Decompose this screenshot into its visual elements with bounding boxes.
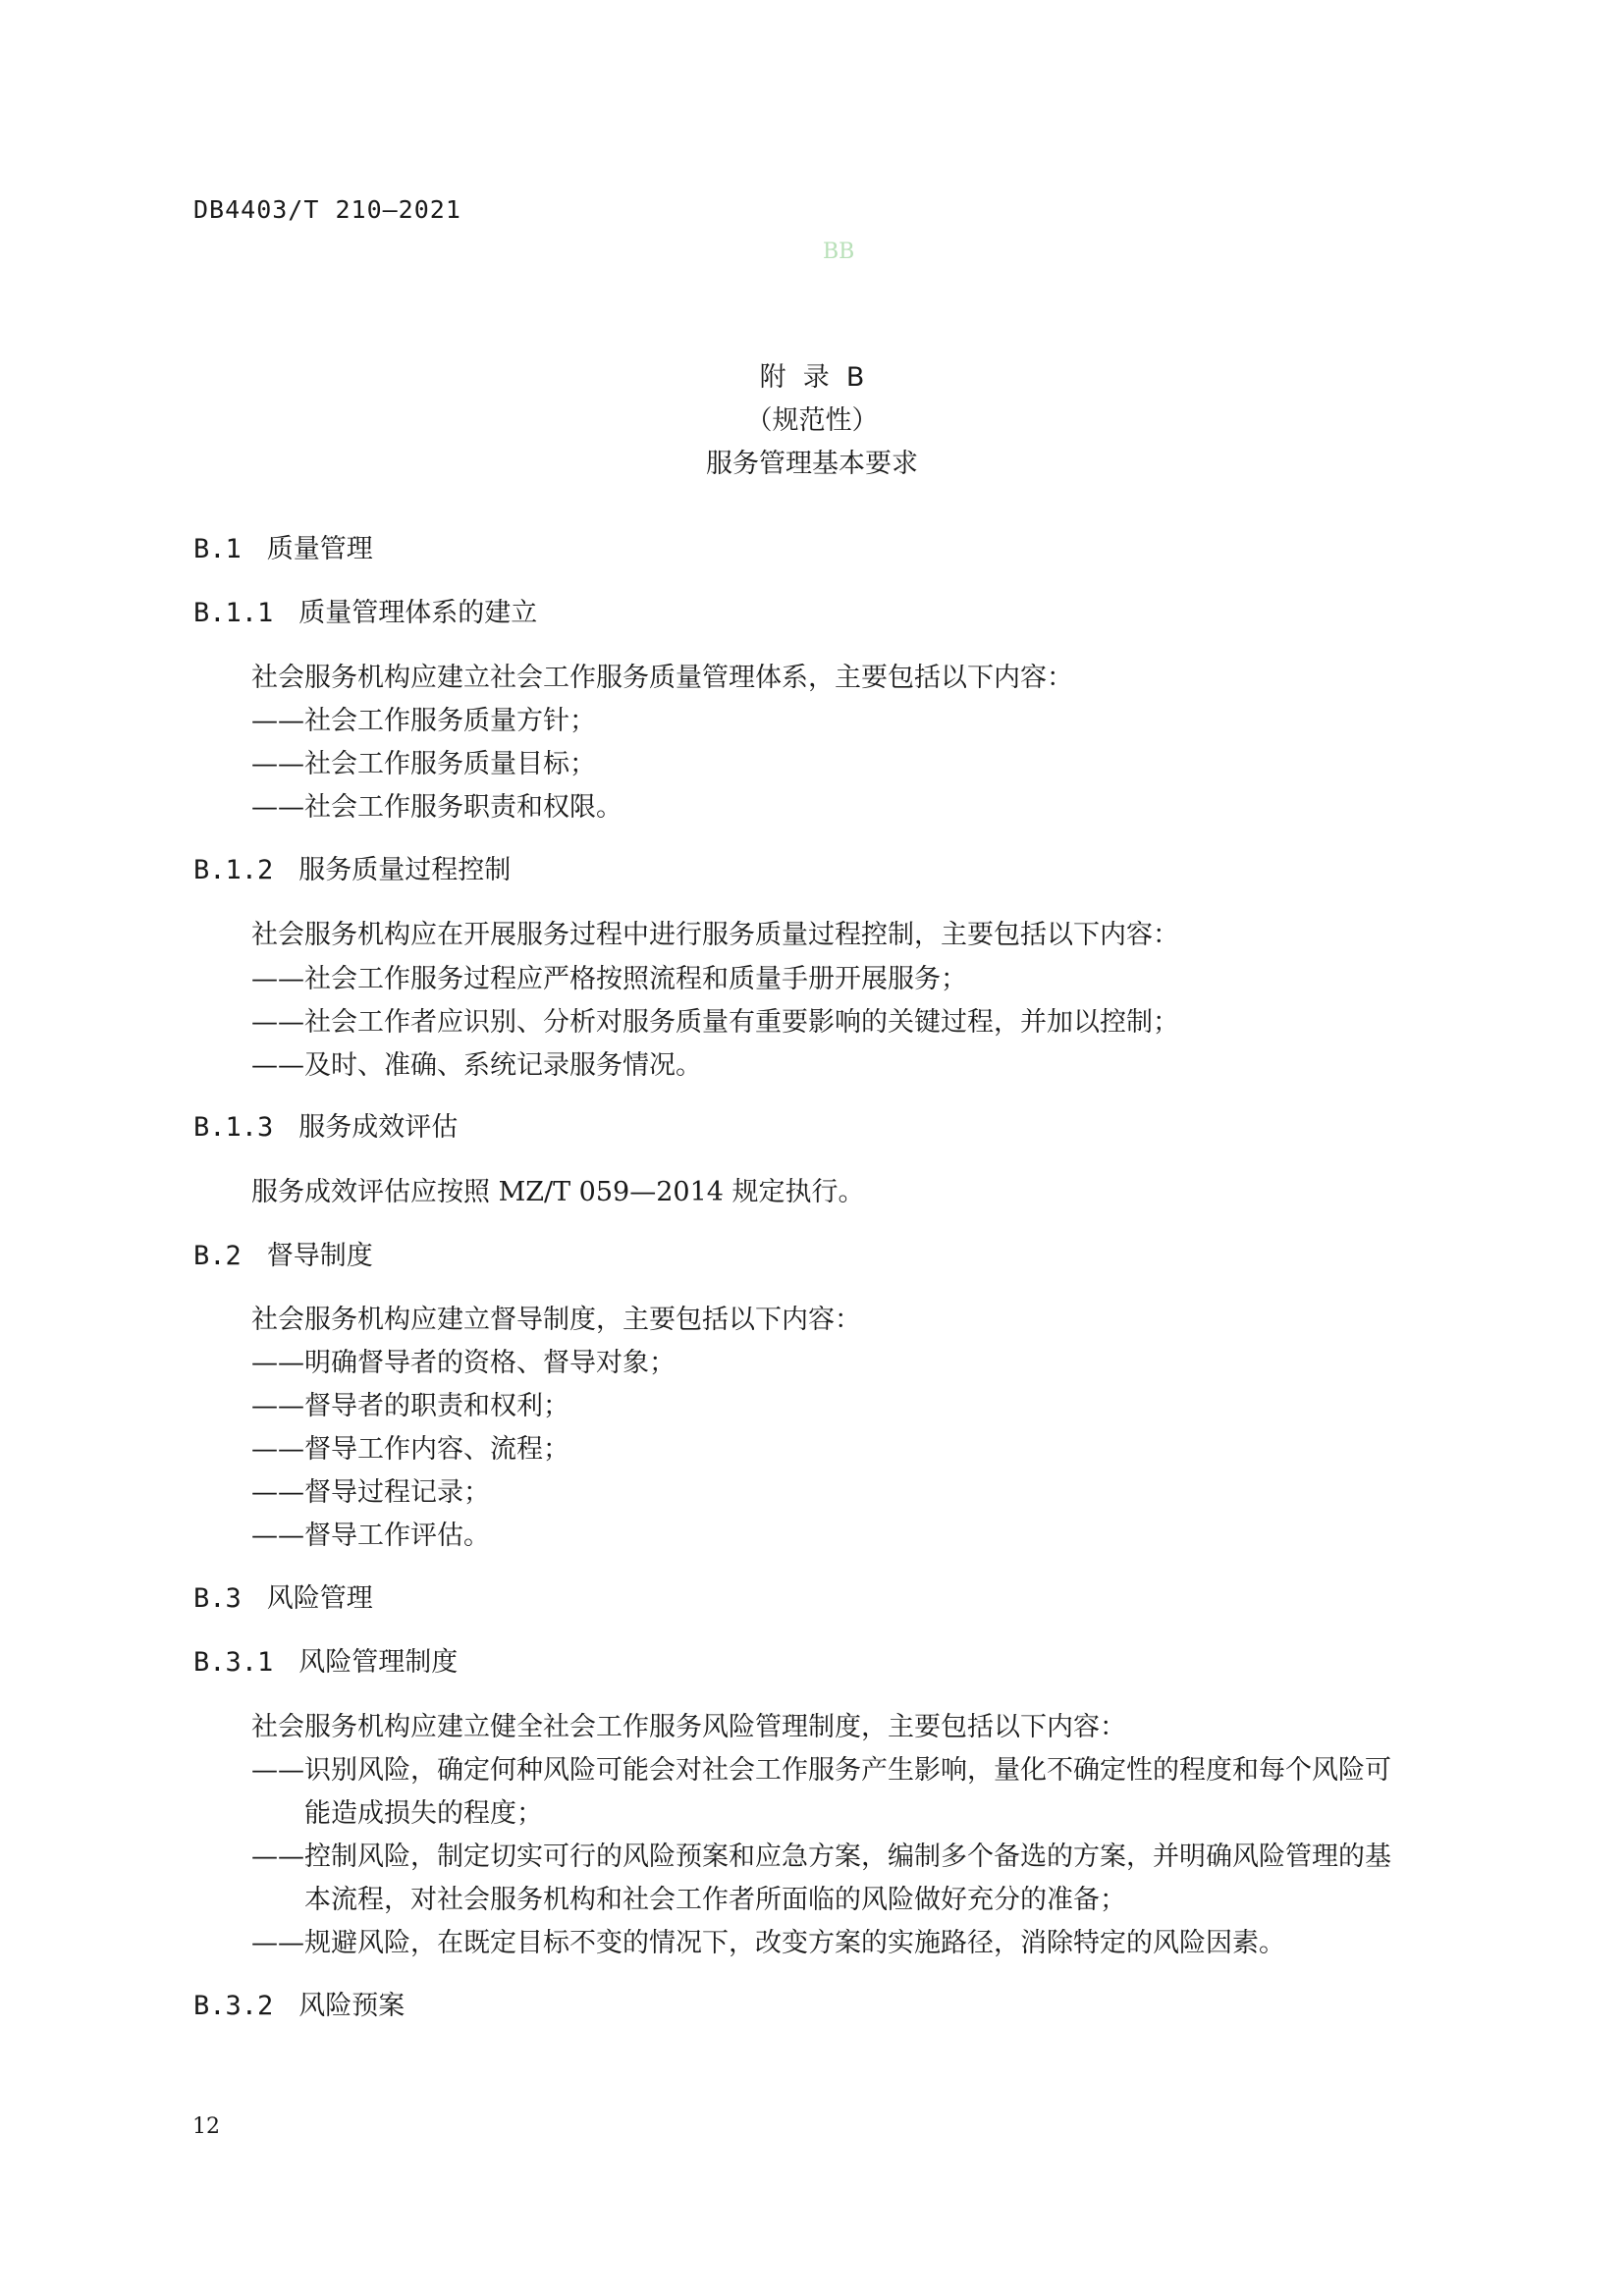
- list-item: ——督导者的职责和权利；: [251, 1391, 569, 1421]
- section-b31-heading: [193, 1640, 458, 1679]
- list-item: ——明确督导者的资格、督导对象；: [251, 1348, 676, 1378]
- section-number: B.3.2: [193, 1991, 274, 2021]
- list-item: ——识别风险，确定何种风险可能会对社会工作服务产生影响，量化不确定性的程度和每个风险可: [251, 1755, 1391, 1786]
- section-number: B.1.3: [193, 1112, 274, 1143]
- list-item: ——社会工作服务质量目标；: [251, 749, 596, 779]
- section-title: 质量管理: [266, 534, 373, 564]
- list-item: ——社会工作服务质量方针；: [251, 706, 596, 736]
- list-item: ——社会工作服务过程应严格按照流程和质量手册开展服务；: [251, 964, 967, 994]
- appendix-label: 附 录 B: [759, 362, 865, 393]
- section-number: B.2: [193, 1241, 242, 1271]
- section-title: 风险管理制度: [298, 1647, 459, 1678]
- paragraph: 服务成效评估应按照 MZ/T 059—2014 规定执行。: [251, 1177, 865, 1207]
- section-b1-heading: [193, 527, 373, 565]
- list-item: ——控制风险，制定切实可行的风险预案和应急方案，编制多个备选的方案，并明确风险管理的基: [251, 1842, 1391, 1872]
- section-b13-heading: [193, 1105, 458, 1144]
- section-b2-heading: [193, 1234, 373, 1272]
- list-item: ——督导工作评估。: [251, 1521, 490, 1551]
- watermark-logo: BB: [823, 240, 855, 264]
- list-item-continuation: 能造成损失的程度；: [304, 1798, 543, 1829]
- appendix-title: 服务管理基本要求: [706, 449, 918, 479]
- section-b3-heading: [193, 1576, 373, 1615]
- section-title: 风险管理: [266, 1583, 373, 1614]
- list-item: ——社会工作服务职责和权限。: [251, 792, 623, 823]
- section-b11-heading: [193, 591, 537, 629]
- section-title: 服务质量过程控制: [298, 855, 512, 885]
- section-number: B.1.1: [193, 598, 274, 628]
- section-number: B.3.1: [193, 1647, 274, 1678]
- list-item: ——督导工作内容、流程；: [251, 1434, 569, 1465]
- section-title: 服务成效评估: [298, 1112, 459, 1143]
- document-code: DB4403/T 210—2021: [193, 195, 461, 224]
- section-b12-heading: [193, 848, 511, 886]
- list-item: ——社会工作者应识别、分析对服务质量有重要影响的关键过程，并加以控制；: [251, 1007, 1179, 1038]
- list-item: ——及时、准确、系统记录服务情况。: [251, 1050, 702, 1081]
- section-b32-heading: [193, 1984, 405, 2022]
- appendix-nature: （规范性）: [745, 405, 879, 436]
- page-number: 12: [192, 2114, 220, 2139]
- section-number: B.1: [193, 534, 242, 564]
- list-item-continuation: 本流程，对社会服务机构和社会工作者所面临的风险做好充分的准备；: [304, 1885, 1126, 1915]
- paragraph: 社会服务机构应建立健全社会工作服务风险管理制度，主要包括以下内容：: [251, 1712, 1126, 1742]
- list-item: ——规避风险，在既定目标不变的情况下，改变方案的实施路径，消除特定的风险因素。: [251, 1928, 1285, 1958]
- section-number: B.1.2: [193, 855, 274, 885]
- list-item: ——督导过程记录；: [251, 1477, 490, 1508]
- section-number: B.3: [193, 1583, 242, 1614]
- paragraph: 社会服务机构应建立社会工作服务质量管理体系，主要包括以下内容：: [251, 663, 1073, 693]
- section-title: 督导制度: [266, 1241, 373, 1271]
- paragraph: 社会服务机构应在开展服务过程中进行服务质量过程控制，主要包括以下内容：: [251, 920, 1179, 950]
- section-title: 质量管理体系的建立: [298, 598, 538, 628]
- section-title: 风险预案: [298, 1991, 406, 2021]
- paragraph: 社会服务机构应建立督导制度，主要包括以下内容：: [251, 1305, 861, 1335]
